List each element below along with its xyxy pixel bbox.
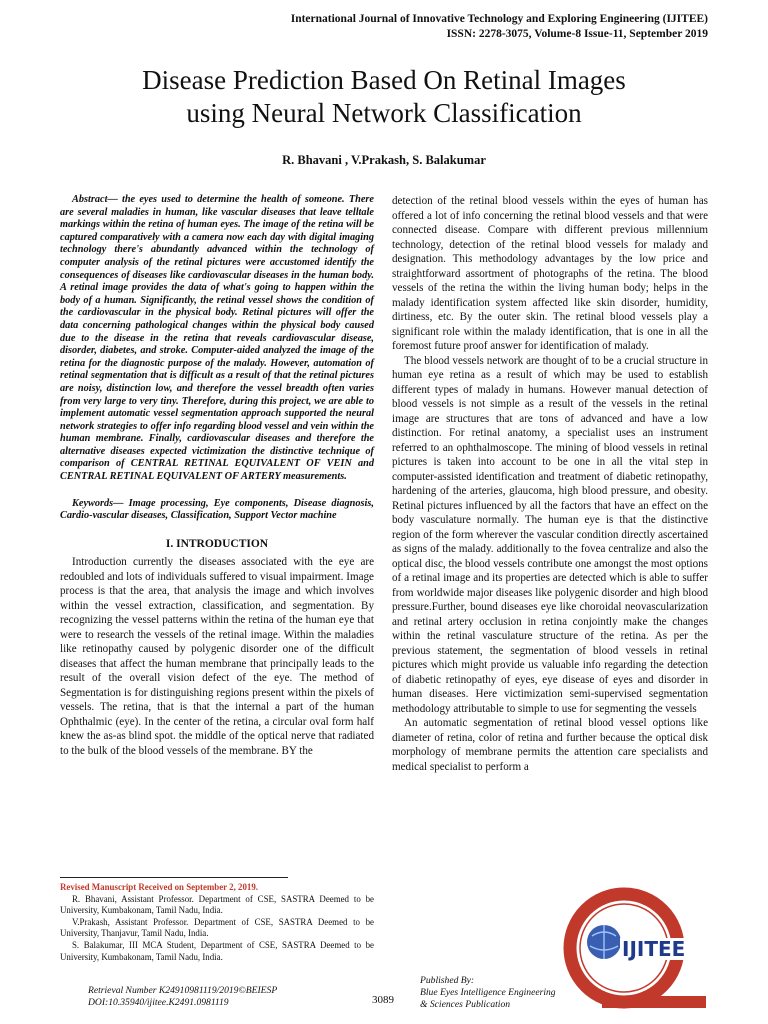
journal-header (291, 12, 708, 42)
doi: DOI:10.35940/ijitee.K2491.0981119 (88, 997, 229, 1008)
paper-title (40, 64, 728, 130)
journal-name: International Journal of Innovative Technology and Exploring Engineering (IJITEE) (290, 13, 708, 25)
right-paragraph-3: An automatic segmentation of retinal blood vessel options like diameter of retina, color of retina and further because the optical disk morphology of membrane permits the attention care specialists and medical specialist to perform a (392, 717, 708, 773)
publisher-name-1: Blue Eyes Intelligence Engineering (420, 987, 556, 998)
paper-title-line2: using Neural Network Classification (186, 98, 582, 128)
footnote-author-2: V.Prakash, Assistant Professor. Department of CSE, SASTRA Deemed to be University, Thanjavur, Tamil Nadu, India. (60, 916, 374, 939)
footnote-revised: Revised Manuscript Received on September 2, 2019. (60, 882, 259, 892)
journal-issn: ISSN: 2278-3075, Volume-8 Issue-11, September 2019 (446, 28, 708, 40)
retrieval-info (88, 985, 277, 1009)
logo-wordmark: IJITEE (622, 937, 686, 961)
right-column (392, 194, 708, 774)
abstract: Abstract— the eyes used to determine the health of someone. There are several maladies in human, like vascular diseases that leave telltale markings within the retina of human eyes. The image of the retina will be captured comparatively with a camera now each day with digital imaging technology there's abundantly advanced within the technology of computer analysis of the retinal pictures were accustomed identify the consequences of diseases like cardiovascular diseases in the human body. A retinal image provides the data of what's going to happen within the body of a human. Significantly, the retinal vessel shows the condition of the cardiovascular in the physical body. Retinal pictures will offer the data concerning pathological changes within the physical body caused due to the disease in the retina that reveals cardiovascular disease, disorder, diabetes, and stroke. Computer-aided analyzed the image of the retina for the diagnostic purpose of the malady. However, automation of retinal segmentation that is difficult as a result of that the retinal pictures are noisy, distinction low, and therefore the vessel breadth often varies from very large to very tiny. Therefore, during this project, we are able to implement automatic vessel segmentation approach supported the neural network strategies to offer info regarding blood vessel and vein within the human membrane. Finally, cardiovascular diseases and therefore the alternative diseases expected victimization the distinctive technique of comparison of CENTRAL RETINAL EQUIVALENT OF VEIN and CENTRAL RETINAL EQUIVALENT OF ARTERY measurements. (60, 194, 374, 483)
logo-bottom-band (602, 996, 706, 1008)
footnote-divider (60, 877, 288, 878)
footnote-author-3: S. Balakumar, III MCA Student, Department of CSE, SASTRA Deemed to be University, Kumbakonam, Tamil Nadu, India. (60, 939, 374, 962)
ijitee-logo (562, 884, 716, 1014)
keywords: Keywords— Image processing, Eye components, Disease diagnosis, Cardio-vascular diseases, Classification, Support Vector machine (60, 497, 374, 522)
paper-authors: R. Bhavani , V.Prakash, S. Balakumar (282, 153, 486, 167)
intro-paragraph-1: Introduction currently the diseases associated with the eye are redoubled and lots of individuals suffered to visual impairment. Image process is that the area, that analysis the image and which involves within the vessel extraction, classification, and segmentation. By recognizing the vessel patterns within the retina of the human eye that were to research the vessels of the retinal image. Within the maladies like retinopathy caused by polygenic disorder one of the difficult diseases that affect the human membrane that principally leads to the result of the overall vision defect of the eye. The method of Segmentation is for distinguishing regions present within the pixels of vessels. The retina, that is that the internal a part of the human Ophthalmic (eye). In the center of the retina, a circular oval form half knew the as-as blind spot. the middle of the optical nerve that radiated to the bulk of the blood vessels of the membrane. BY the (60, 556, 374, 757)
published-by-label: Published By: (420, 975, 475, 986)
retrieval-number: Retrieval Number K24910981119/2019©BEIESP (88, 985, 278, 996)
right-paragraph-1: detection of the retinal blood vessels within the eyes of human has offered a lot of info concerning the retinal blood vessels and that were connected disease. Compare with different previous millennium technology, detection of the retinal blood vessels for malady and designation. This methodology advantages by the low price and straightforward assortment of photographs of the retina. The blood vessels of the retina the within the living human body; helps in the malady identification system affected like skin disorder, humidity, dirtiness, etc. By the outer skin. The retinal blood vessels play a significant role within the malady identification, that is one in all the foremost future proof answer for identification of malady. (392, 195, 708, 352)
left-column (60, 194, 374, 758)
page-number: 3089 (372, 994, 394, 1006)
footnote-author-1: R. Bhavani, Assistant Professor. Department of CSE, SASTRA Deemed to be University, Kumbakonam, Tamil Nadu, India. (60, 893, 374, 916)
footnotes (60, 882, 374, 963)
section-heading-introduction: I. INTRODUCTION (165, 537, 269, 550)
publisher-info (420, 975, 556, 1011)
publisher-name-2: & Sciences Publication (420, 999, 511, 1010)
right-paragraph-2: The blood vessels network are thought of to be a crucial structure in human eye retina as a result of which may be used to establish different types of malady in humans. However manual detection of blood vessels is not simple as a result of the vessels in the retinal image are structures that are tons of advanced and have a low distinction. For retinal anatomy, a specialist uses an instrument referred to an ophthalmoscope. The mining of blood vessels in retinal pictures is taken into account to be one in all the vital step in computer-assisted identification and treatment of diabetic retinopathy, hardening of the arteries, glaucoma, high blood pressure, and obesity. Retinal pictures influenced by all the factors that have an effect on the body vasculature normally. The human eye is that the distinctive region of the form wherever the vascular condition directly ascertained as signs of the malady. additionally to the fovea centralize and also the optical disc, the blood vessels contribute one amongst the most options of a retinal image and its properties are detected which is able to suffer from worldwide major diseases like polygenic disorder and high blood pressure.Further, bound diseases eye like choroidal neovascularization and retinal artery occlusion in retina conjointly make the changes within the retinal vasculature structure of the retina. As per the previous statement, the segmentation of blood vessels in retinal pictures which might provide us valuable info regarding the detection of diabetic retinopathy of eyes, eye disease of eyes and disorder in human diseases. Here victimization semi-supervised segmentation methodology attributable to simple to use for segmenting the vessels (392, 354, 708, 715)
paper-title-line1: Disease Prediction Based On Retinal Images (142, 65, 626, 95)
